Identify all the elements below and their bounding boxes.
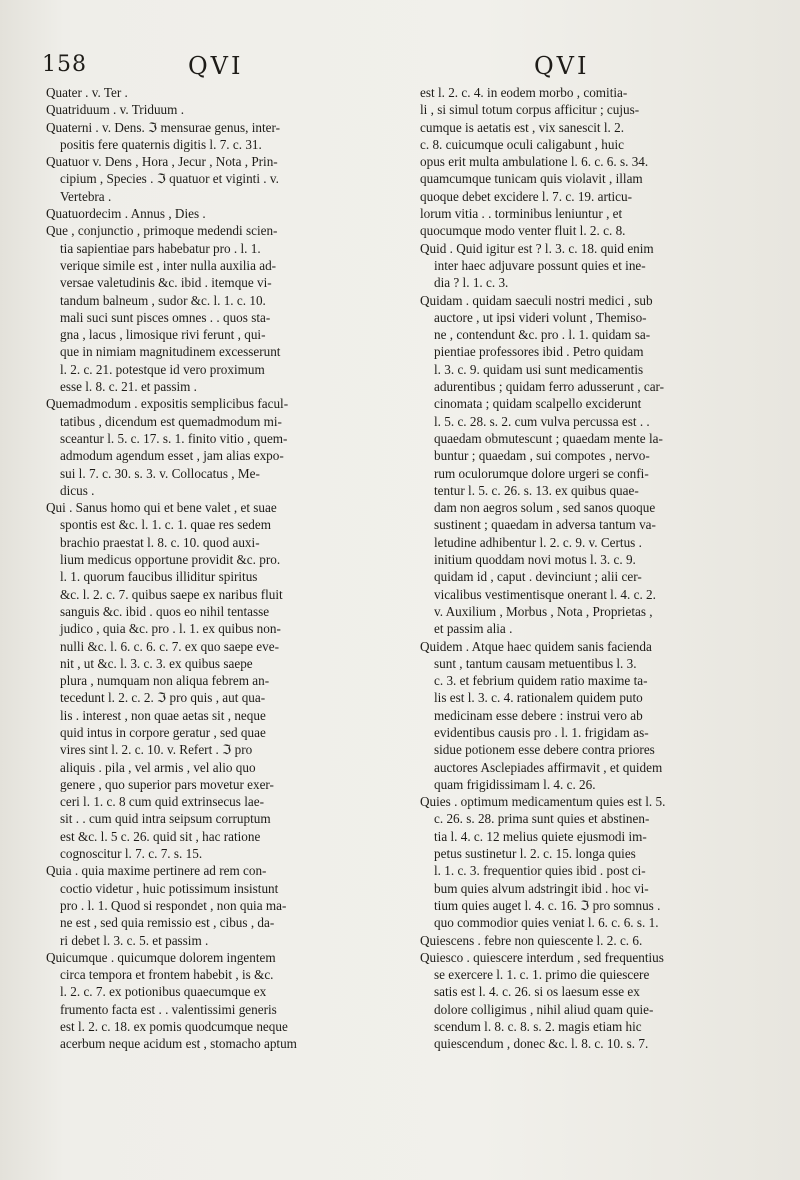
entry-quaterni: Quaterni . v. Dens. ℑ mensurae genus, inter- positis fere quaternis digitis l. 7. c. 31. [46, 119, 281, 152]
entry-que: Que , conjunctio , primoque medendi scien- tia sapientiae pars habebatur pro . l. 1. verique simile est , inter nulla auxilia ad- versae valetudinis &c. ibid . itemque vi- tandum balneum , sudor &c. l. 1. c. 10. mali suci sunt pisces omnes . . quos sta- gna , lacus , limosique rivi ferunt , qui- que in nimiam magnitudinem excesserunt l. 2. c. 21. potestque id vero proximum esse l. 8. c. 21. et passim . [46, 223, 281, 395]
entry-quatuor: Quatuor v. Dens , Hora , Jecur , Nota , Prin- cipium , Species . ℑ quatuor et viginti . v. Vertebra . [46, 154, 279, 204]
entry-quater: Quater . v. Ter . [46, 85, 128, 100]
left-column [46, 84, 376, 1053]
page-number: 158 [42, 52, 87, 77]
entry-quatuordecim: Quatuordecim . Annus , Dies . [46, 206, 206, 222]
entry-quia: Quia . quia maxime pertinere ad rem con- coctio videtur , huic potissimum insistunt pro . l. 1. Quod si respondet , non quia ma- ne est , sed quia remissio est , cibus , da- ri debet l. 3. c. 5. et passim . [46, 863, 287, 948]
entry-quiesco: Quiesco . quiescere interdum , sed frequentius se exercere l. 1. c. 1. primo die quiescere satis est l. 4. c. 26. si os laesum esse ex dolore colligimus , nihil aliud quam quie- scendum l. 8. c. 8. s. 2. magis etiam hic quiescendum , donec &c. l. 8. c. 10. s. 7. [420, 949, 664, 1052]
entry-qui: Qui . Sanus homo qui et bene valet , et suae spontis est &c. l. 1. c. 1. quae res sedem brachio praestat l. 8. c. 10. quod auxi- lium medicus opportune providit &c. pro. l. 1. quorum faucibus illiditur spiritus &c. l. 2. c. 7. quibus saepe ex naribus fluit sanguis &c. ibid . quos eo nihil tentasse judico , quia &c. pro . l. 1. ex quibus non- nulli &c. l. 6. c. 6. c. 7. ex quo saepe eve- nit , ut &c. l. 3. c. 3. ex quibus saepe plura , numquam non aliqua febrem an- tecedunt l. 2. c. 2. ℑ pro quis , aut qua- lis . interest , non quae aetas sit , neque quid intus in corpore geratur , sed quae vires sint l. 2. c. 10. v. Refert . ℑ pro aliquis . pila , vel armis , vel alio quo genere , quo superior pars movetur exer- ceri l. 1. c. 8 cum quid extrinsecus lae- sit . . cum quid intra seipsum corruptum est &c. l. 5 c. 26. quid sit , hac ratione cognoscitur l. 7. c. 7. s. 15. [46, 500, 283, 862]
entry-quid: Quid . Quid igitur est ? l. 3. c. 18. quid enim inter haec adjuvare possunt quies et ine- dia ? l. 1. c. 3. [420, 240, 654, 291]
entry-quiescens: Quiescens . febre non quiescente l. 2. c. 6. [420, 932, 643, 948]
entry-quies: Quies . optimum medicamentum quies est l. 5. c. 26. s. 28. prima sunt quies et abstinen- tia l. 4. c. 12 melius quiete ejusmodi im- petus sustinetur l. 2. c. 15. longa quies l. 1. c. 3. frequentior quies ibid . post ci- bum quies alvum adstringit ibid . hoc vi- tium quies auget l. 4. c. 16. ℑ pro somnus . quo commodior quies veniat l. 6. c. 6. s. 1. [420, 794, 666, 931]
entry-quidam: Quidam . quidam saeculi nostri medici , sub auctore , ut ipsi videri volunt , Themiso- ne , contendunt &c. pro . l. 1. quidam sa- pientiae professores ibid . Petro quidam l. 3. c. 9. quidam usi sunt medicamentis adurentibus ; quidam ferro adusserunt , car- cinomata ; quidam scalpello exciderunt l. 5. c. 28. s. 2. cum vulva percussa est . . quaedam obmutescunt ; quaedam mente la- buntur ; quaedam , sui compotes , nervo- rum oculorumque dolore urgeri se confi- tentur l. 5. c. 26. s. 13. ex quibus quae- dam non aegros solum , sed sanos quoque sustinent ; quaedam in adversa tantum va- letudine adhibentur l. 2. c. 9. v. Certus . initium quoddam novi motus l. 3. c. 9. quidam id , caput . devinciunt ; alii cer- vicalibus vestimentisque onerant l. 4. c. 2. v. Auxilium , Morbus , Nota , Proprietas , et passim alia . [420, 292, 665, 637]
page-header [0, 52, 800, 86]
entry-quicumque: Quicumque . quicumque dolorem ingentem circa tempora et frontem habebit , is &c. l. 2. c. 7. ex potionibus quaecumque ex frumento facta est . . valentissimi generis est l. 2. c. 18. ex pomis quodcumque neque acerbum neque acidum est , stomacho aptum [46, 949, 297, 1052]
running-head-left: QVI [188, 52, 244, 80]
entry-quatriduum: Quatriduum . v. Triduum . [46, 102, 184, 118]
entry-quemadmodum: Quemadmodum . expositis semplicibus facul- tatibus , dicendum est quemadmodum mi- sceantur l. 5. c. 17. s. 1. finito vitio , quem- admodum agendum esset , jam alias expo- sui l. 7. c. 30. s. 3. v. Collocatus , Me- dicus . [46, 396, 289, 498]
entry-quicumque-continued: est l. 2. c. 4. in eodem morbo , comitia- li , si simul totum corpus afficitur ; cujus- cumque is aetatis est , vix sanescit l. 2. c. 8. cuicumque oculi caligabunt , huic opus erit multa ambulatione l. 6. c. 6. s. 34. quamcumque tunicam quis violavit , illam quoque debet excidere l. 7. c. 19. articu- lorum vitia . . torminibus leniuntur , et quocumque modo venter fluit l. 2. c. 8. [420, 85, 649, 239]
right-column [420, 84, 756, 1053]
entry-quidem: Quidem . Atque haec quidem sanis facienda sunt , tantum causam metuentibus l. 3. c. 3. et febrium quidem ratio maxime ta- lis est l. 3. c. 4. rationalem quidem puto medicinam esse debere : instrui vero ab evidentibus causis pro . l. 1. frigidam as- sidue potionem esse debere contra priores auctores Asclepiades affirmavit , et quidem quam frigidissimam l. 4. c. 26. [420, 638, 663, 792]
running-head-right: QVI [534, 52, 590, 80]
